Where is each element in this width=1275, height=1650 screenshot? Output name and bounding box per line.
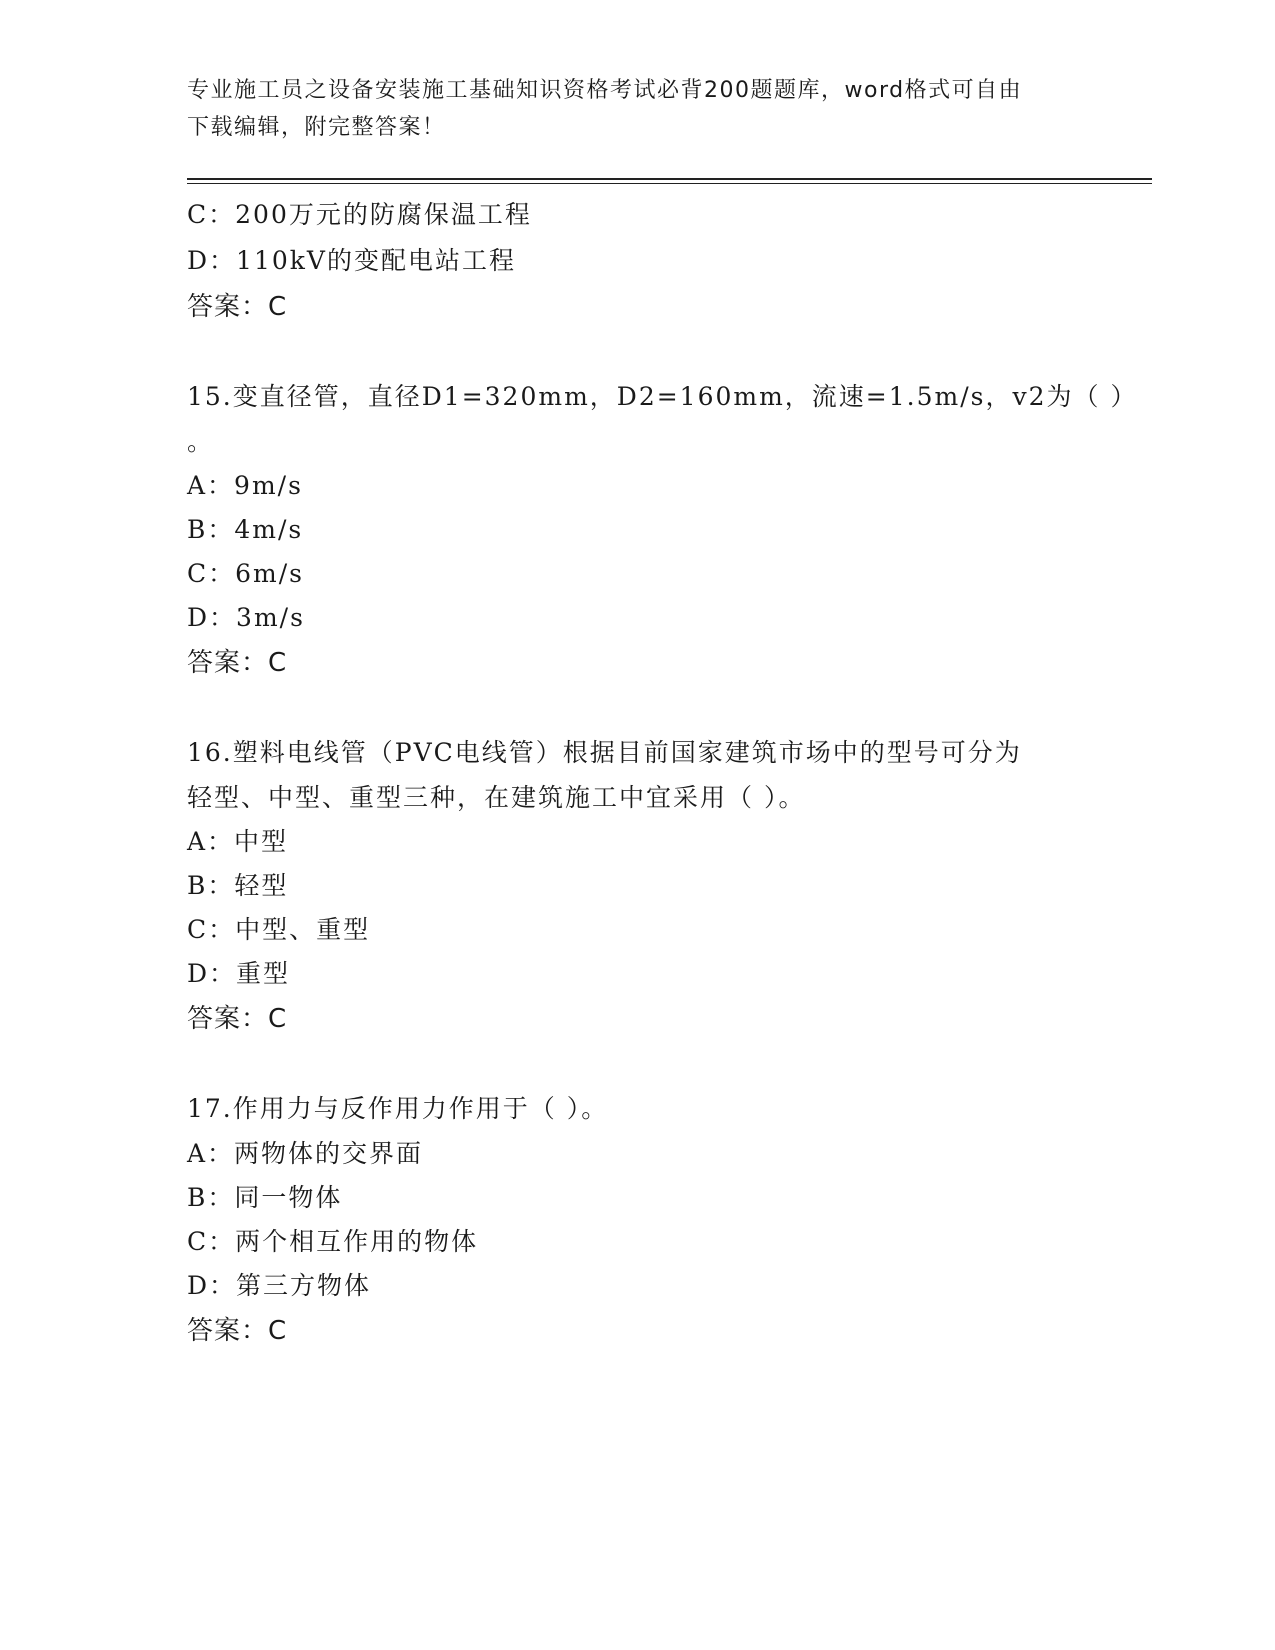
question-17 <box>187 1086 1087 1354</box>
option-d: D：第三方物体 <box>187 1271 372 1300</box>
answer-line: 答案：C <box>187 1004 288 1034</box>
option-a: A：中型 <box>187 827 289 856</box>
question-16 <box>187 730 1087 1042</box>
document-header <box>187 72 1067 146</box>
answer-line: 答案：C <box>187 1316 288 1346</box>
answer-line: 答案：C <box>187 292 288 322</box>
spacer <box>187 686 1087 730</box>
question-stem-continuation: 。 <box>187 427 215 456</box>
header-divider-thin <box>187 183 1152 184</box>
option-a: A：两物体的交界面 <box>187 1139 424 1168</box>
option-d: D：3m/s <box>187 603 305 632</box>
option-b: B：同一物体 <box>187 1183 343 1212</box>
spacer <box>187 1042 1087 1086</box>
header-line-2: 下载编辑，附完整答案！ <box>187 115 446 140</box>
option-c: C：中型、重型 <box>187 915 371 944</box>
question-list <box>187 192 1138 1354</box>
spacer <box>187 330 1087 374</box>
header-divider <box>187 178 1152 180</box>
question-stem: 15.变直径管，直径D1=320mm，D2=160mm，流速=1.5m/s，v2为（ ） <box>187 382 1138 411</box>
option-c: C：200万元的防腐保温工程 <box>187 200 532 229</box>
answer-line: 答案：C <box>187 648 288 678</box>
question-stem: 16.塑料电线管（PVC电线管）根据目前国家建筑市场中的型号可分为 <box>187 738 1022 767</box>
option-a: A：9m/s <box>187 471 303 500</box>
option-b: B：轻型 <box>187 871 289 900</box>
option-d: D：重型 <box>187 959 291 988</box>
option-c: C：6m/s <box>187 559 304 588</box>
prev-question <box>187 192 1087 330</box>
option-c: C：两个相互作用的物体 <box>187 1227 479 1256</box>
question-stem: 17.作用力与反作用力作用于（ ）。 <box>187 1094 609 1123</box>
question-stem-continuation: 轻型、中型、重型三种，在建筑施工中宜采用（ ）。 <box>187 783 806 812</box>
header-line-1: 专业施工员之设备安装施工基础知识资格考试必背200题题库，word格式可自由 <box>187 78 1023 103</box>
option-d: D：110kV的变配电站工程 <box>187 246 516 275</box>
question-15 <box>187 374 1138 686</box>
option-b: B：4m/s <box>187 515 304 544</box>
